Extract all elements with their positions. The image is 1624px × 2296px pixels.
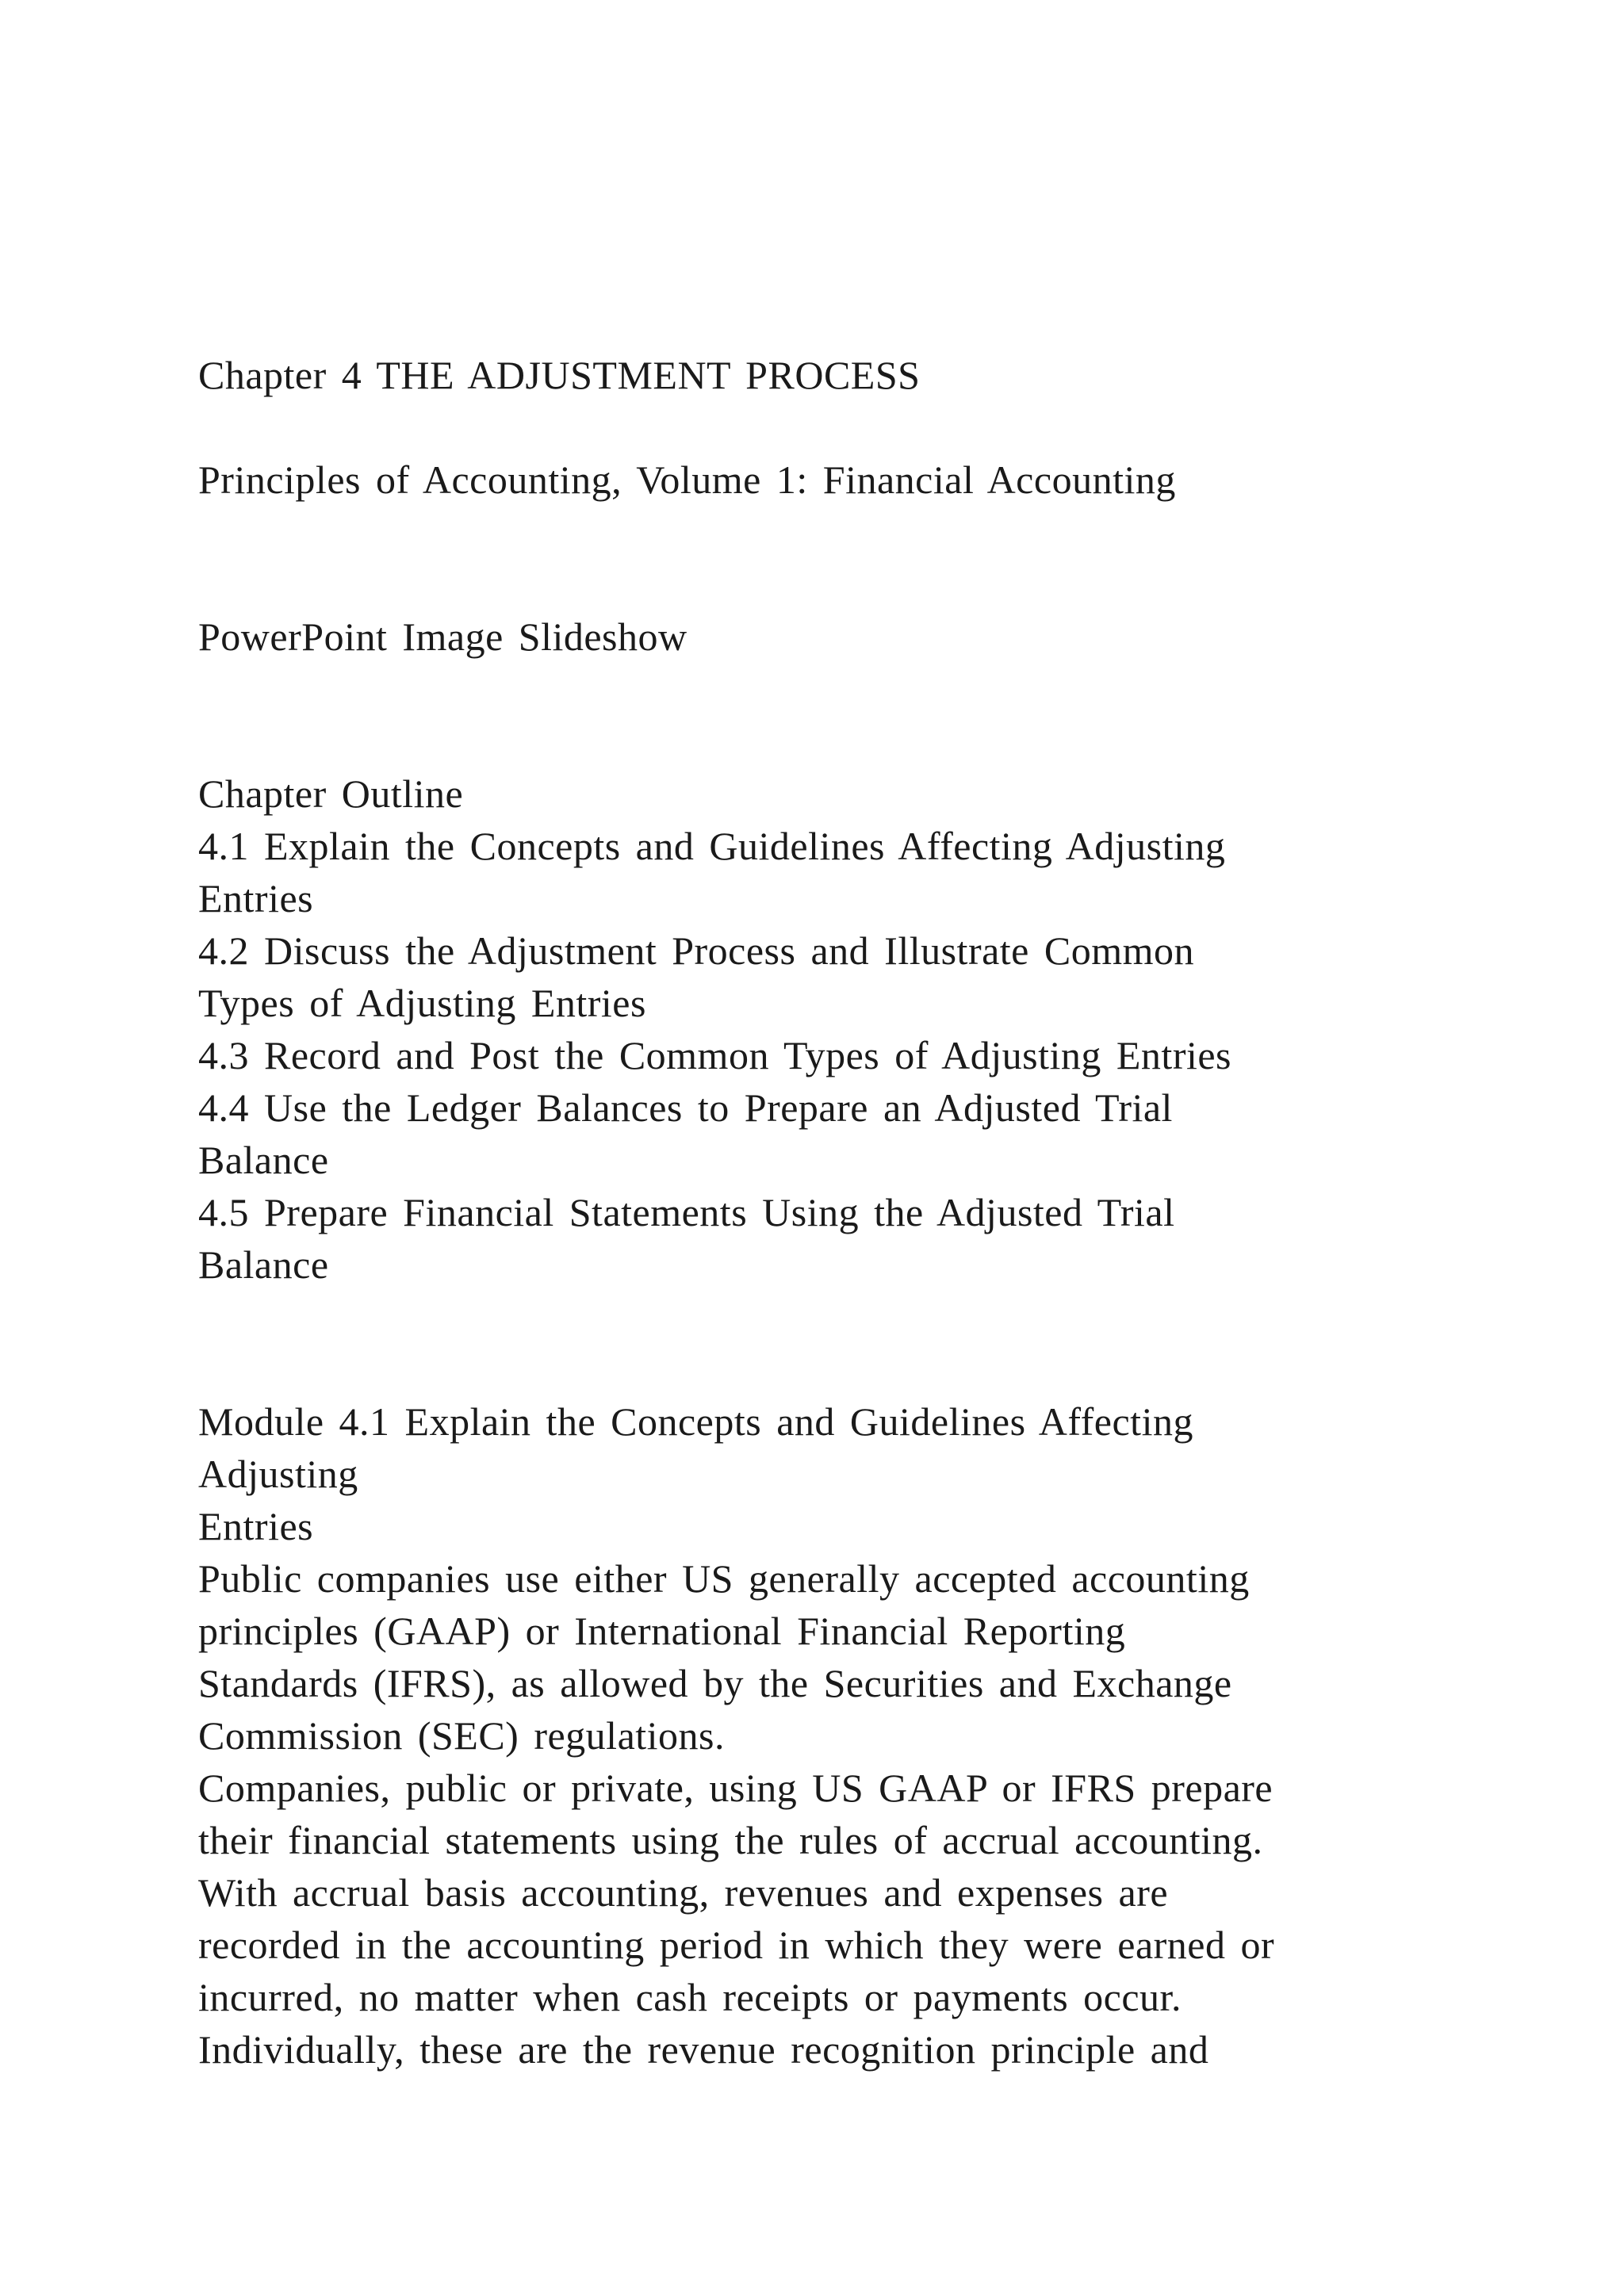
- outline-line: Entries: [198, 876, 314, 920]
- module-heading-line: Adjusting: [198, 1452, 358, 1496]
- body-line: incurred, no matter when cash receipts or payments occur.: [198, 1975, 1182, 2019]
- module-heading-line: Entries: [198, 1504, 314, 1548]
- outline-line: 4.3 Record and Post the Common Types of Adjusting Entries: [198, 1033, 1232, 1077]
- body-line: Companies, public or private, using US GAAP or IFRS prepare: [198, 1766, 1274, 1810]
- outline-line: 4.4 Use the Ledger Balances to Prepare an Adjusted Trial: [198, 1085, 1173, 1130]
- body-line: Commission (SEC) regulations.: [198, 1713, 725, 1758]
- outline-line: Balance: [198, 1242, 329, 1287]
- outline-line: 4.1 Explain the Concepts and Guidelines Affecting Adjusting: [198, 824, 1226, 868]
- body-line: With accrual basis accounting, revenues and expenses are: [198, 1870, 1169, 1915]
- book-subtitle: Principles of Accounting, Volume 1: Financial Accounting: [198, 457, 1176, 502]
- outline-line: Types of Adjusting Entries: [198, 981, 646, 1025]
- body-line: Individually, these are the revenue recognition principle and: [198, 2027, 1209, 2072]
- body-line: their financial statements using the rules of accrual accounting.: [198, 1818, 1263, 1862]
- outline-heading: Chapter Outline: [198, 771, 464, 816]
- outline-line: 4.2 Discuss the Adjustment Process and Illustrate Common: [198, 928, 1195, 973]
- body-line: principles (GAAP) or International Financial Reporting: [198, 1609, 1126, 1653]
- slideshow-label: PowerPoint Image Slideshow: [198, 614, 688, 659]
- chapter-title: Chapter 4 THE ADJUSTMENT PROCESS: [198, 353, 921, 397]
- body-line: Standards (IFRS), as allowed by the Securities and Exchange: [198, 1661, 1232, 1705]
- outline-line: 4.5 Prepare Financial Statements Using the Adjusted Trial: [198, 1190, 1175, 1234]
- body-line: recorded in the accounting period in which they were earned or: [198, 1923, 1275, 1967]
- body-line: Public companies use either US generally accepted accounting: [198, 1556, 1250, 1601]
- module-heading-line: Module 4.1 Explain the Concepts and Guidelines Affecting: [198, 1399, 1193, 1444]
- outline-line: Balance: [198, 1138, 329, 1182]
- document-content: [198, 349, 1499, 2076]
